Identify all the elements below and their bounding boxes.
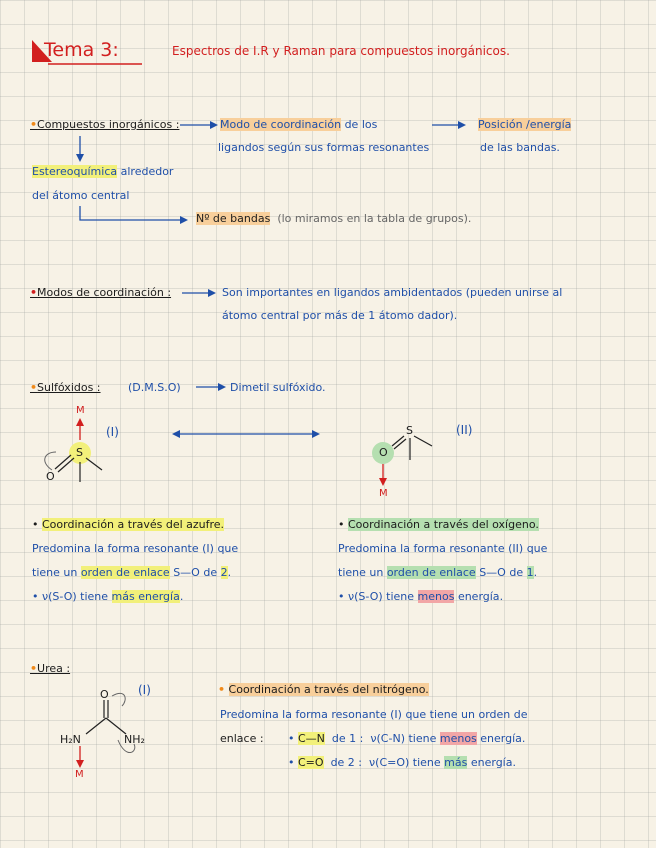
urea-cn-line: • C—N de 1 : ν(C-N) tiene menos energía. xyxy=(288,732,526,745)
posicion-line1: Posición /energía xyxy=(478,118,572,131)
modos-heading: •Modos de coordinación : xyxy=(30,286,172,299)
urea-co-line: • C=O de 2 : ν(C=O) tiene más energía. xyxy=(288,756,516,769)
modo-line1: Modo de coordinación de los xyxy=(220,118,378,131)
bandas-line: Nº de bandas (lo miramos en la tabla de grupos). xyxy=(196,212,472,225)
oxygen-atom-II: O xyxy=(379,446,388,459)
sulf-right-coord: • Coordinación a través del oxígeno. xyxy=(338,518,539,531)
urea-form-label: (I) xyxy=(138,683,151,697)
urea-heading: •Urea : xyxy=(30,662,71,675)
sulf-left-line3: tiene un orden de enlace S—O de 2. xyxy=(32,566,232,579)
urea-oxygen: O xyxy=(100,688,109,701)
sulf-left-coord: • Coordinación a través del azufre. xyxy=(32,518,225,531)
page-subtitle: Espectros de I.R y Raman para compuestos inorgánicos. xyxy=(172,44,510,58)
form-label-II: (II) xyxy=(456,423,473,437)
form-label-I: (I) xyxy=(106,425,119,439)
compuestos-heading: •Compuestos inorgánicos : xyxy=(30,118,180,131)
estereo-line1: Estereoquímica alrededor xyxy=(32,165,174,178)
modos-line2: átomo central por más de 1 átomo dador). xyxy=(222,309,458,322)
arrow-to-bandas xyxy=(80,206,180,220)
posicion-line2: de las bandas. xyxy=(480,141,560,154)
dmso-name: Dimetil sulfóxido. xyxy=(230,381,326,394)
urea-metal-label: M xyxy=(75,769,84,780)
sulf-right-line2: Predomina la forma resonante (II) que xyxy=(338,542,548,555)
urea-coord: • Coordinación a través del nitrógeno. xyxy=(218,683,429,696)
modo-line2: ligandos según sus formas resonantes xyxy=(218,141,430,154)
modos-line1: Son importantes en ligandos ambidentados (pueden unirse al xyxy=(222,286,563,299)
curved-arrow-icon xyxy=(45,452,56,470)
sulfoxidos-heading: •Sulfóxidos : xyxy=(30,381,101,394)
urea-line2: Predomina la forma resonante (I) que tiene un orden de xyxy=(220,708,528,721)
sulfur-atom-I: S xyxy=(76,446,83,459)
sulfur-atom-II: S xyxy=(406,424,413,437)
urea-nh2-right: NH₂ xyxy=(124,733,145,746)
urea-enlace: enlace : xyxy=(220,732,264,745)
metal-label-II: M xyxy=(379,488,388,499)
sulf-left-line4: • ν(S-O) tiene más energía. xyxy=(32,590,184,603)
dmso-abbrev: (D.M.S.O) xyxy=(128,381,181,394)
estereo-line2: del átomo central xyxy=(32,189,130,202)
sulf-right-line4: • ν(S-O) tiene menos energía. xyxy=(338,590,504,603)
urea-nh2-left: H₂N xyxy=(60,733,81,746)
sulf-right-line3: tiene un orden de enlace S—O de 1. xyxy=(338,566,538,579)
oxygen-atom-I: O xyxy=(46,470,55,483)
sulf-left-line2: Predomina la forma resonante (I) que xyxy=(32,542,239,555)
tema-title: Tema 3: xyxy=(44,39,119,61)
metal-label-I: M xyxy=(76,405,85,416)
